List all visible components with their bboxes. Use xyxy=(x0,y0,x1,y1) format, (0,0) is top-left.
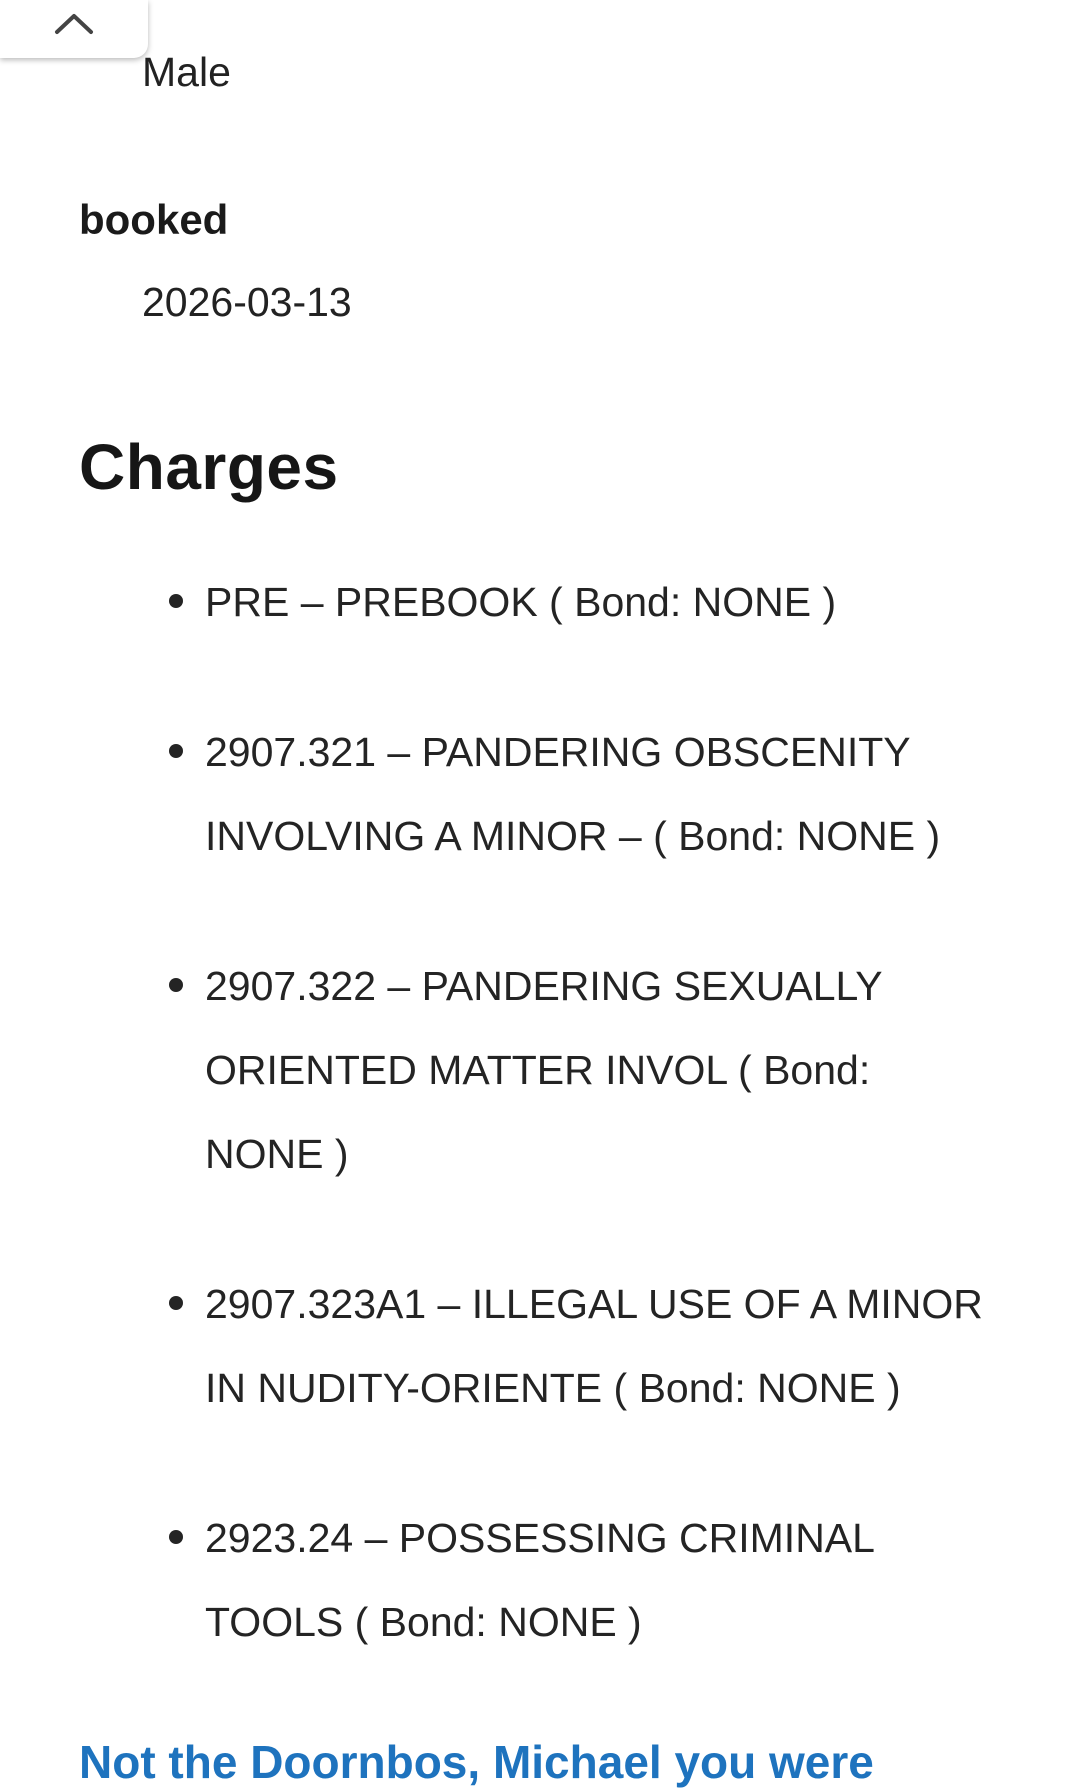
bullet-icon xyxy=(169,594,183,608)
charge-text: 2907.323A1 – ILLEGAL USE OF A MINOR IN NUDITY-ORIENTE ( Bond: NONE ) xyxy=(205,1281,983,1411)
gender-value: Male xyxy=(142,49,231,95)
charges-list xyxy=(0,560,1080,1664)
charge-item xyxy=(0,1496,1080,1664)
bullet-icon xyxy=(169,744,183,758)
booked-date-value: 2026-03-13 xyxy=(142,279,352,325)
charge-text: 2907.321 – PANDERING OBSCENITY INVOLVING A MINOR – ( Bond: NONE ) xyxy=(205,729,941,859)
bullet-icon xyxy=(169,1296,183,1310)
chevron-up-icon xyxy=(53,10,95,36)
booked-label: booked xyxy=(79,196,229,243)
charge-text: PRE – PREBOOK ( Bond: NONE ) xyxy=(205,579,837,625)
charge-text: 2923.24 – POSSESSING CRIMINAL TOOLS ( Bond: NONE ) xyxy=(205,1515,874,1645)
charge-item xyxy=(0,1262,1080,1430)
charge-text: 2907.322 – PANDERING SEXUALLY ORIENTED MATTER INVOL ( Bond: NONE ) xyxy=(205,963,882,1177)
collapse-tab-button[interactable] xyxy=(0,0,148,58)
charge-item xyxy=(0,944,1080,1196)
charge-item xyxy=(0,710,1080,878)
bullet-icon xyxy=(169,1530,183,1544)
charge-item xyxy=(0,560,1080,644)
charges-heading: Charges xyxy=(79,431,339,503)
bullet-icon xyxy=(169,978,183,992)
not-the-person-link[interactable]: Not the Doornbos, Michael you were xyxy=(79,1736,874,1788)
